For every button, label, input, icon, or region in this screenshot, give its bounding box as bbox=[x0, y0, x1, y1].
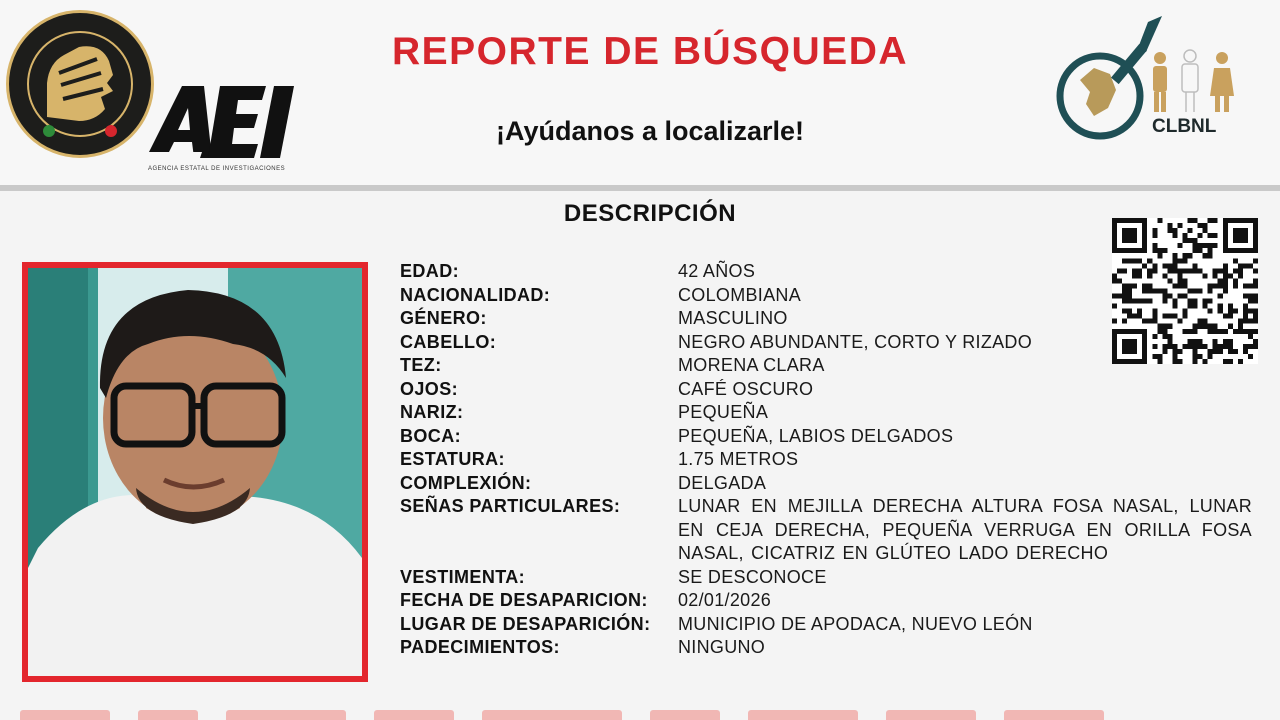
aei-subtext: AGENCIA ESTATAL DE INVESTIGACIONES bbox=[148, 166, 286, 172]
field-label: EDAD: bbox=[400, 261, 459, 281]
field-value: COLOMBIANA bbox=[678, 284, 802, 305]
bottom-partial-text bbox=[0, 708, 1280, 720]
magnifier-icon bbox=[1111, 44, 1147, 84]
field-label: COMPLEXIÓN: bbox=[400, 472, 532, 493]
field-value: DELGADA bbox=[678, 472, 767, 493]
field-value: CAFÉ OSCURO bbox=[678, 378, 814, 399]
field-value: NEGRO ABUNDANTE, CORTO Y RIZADO bbox=[678, 331, 1033, 352]
field-row bbox=[400, 425, 1260, 449]
field-row bbox=[400, 331, 1260, 355]
header-divider bbox=[0, 185, 1280, 191]
field-value: NINGUNO bbox=[678, 637, 766, 657]
field-label: TEZ: bbox=[400, 355, 442, 375]
field-label: ESTATURA: bbox=[400, 449, 505, 469]
field-label: LUGAR DE DESAPARICIÓN: bbox=[400, 613, 651, 634]
field-row bbox=[400, 566, 1260, 590]
page-subtitle: ¡Ayúdanos a localizarle! bbox=[495, 116, 805, 146]
field-row bbox=[400, 472, 1260, 496]
clbnl-logo-icon bbox=[1050, 12, 1250, 142]
field-row bbox=[400, 589, 1260, 613]
field-label: SEÑAS PARTICULARES: bbox=[400, 496, 621, 516]
field-value: LUNAR EN MEJILLA DERECHA ALTURA FOSA NASAL, LUNAR EN CEJA DERECHA, PEQUEÑA VERRUGA EN ORILLA FOSA NASAL, CICATRIZ EN GLÚTEO LADO DERECHO bbox=[678, 496, 1252, 563]
field-value: 42 AÑOS bbox=[678, 261, 756, 281]
header bbox=[0, 0, 1280, 186]
description-fields bbox=[400, 260, 1260, 660]
person-photo bbox=[22, 262, 368, 682]
field-value: MORENA CLARA bbox=[678, 355, 825, 375]
field-label: BOCA: bbox=[400, 425, 461, 446]
field-row bbox=[400, 613, 1260, 637]
aei-logo-icon bbox=[142, 78, 312, 178]
field-value: PEQUEÑA bbox=[678, 402, 769, 422]
field-label: CABELLO: bbox=[400, 331, 497, 352]
field-row bbox=[400, 284, 1260, 308]
field-row bbox=[400, 260, 1260, 284]
field-row bbox=[400, 448, 1260, 472]
field-label: GÉNERO: bbox=[400, 308, 487, 328]
field-value: MUNICIPIO DE APODACA, NUEVO LEÓN bbox=[678, 613, 1033, 634]
field-row bbox=[400, 307, 1260, 331]
field-row bbox=[400, 495, 1260, 566]
field-label: OJOS: bbox=[400, 378, 459, 399]
field-row bbox=[400, 636, 1260, 660]
field-label: VESTIMENTA: bbox=[400, 566, 526, 587]
page-title: REPORTE DE BÚSQUEDA bbox=[391, 30, 909, 73]
field-label: NARIZ: bbox=[400, 402, 464, 422]
field-value: SE DESCONOCE bbox=[678, 566, 827, 587]
field-row bbox=[400, 354, 1260, 378]
field-value: PEQUEÑA, LABIOS DELGADOS bbox=[678, 425, 954, 446]
field-label: FECHA DE DESAPARICION: bbox=[400, 590, 648, 610]
field-value: 02/01/2026 bbox=[678, 590, 772, 610]
description-title: DESCRIPCIÓN bbox=[563, 200, 737, 227]
field-row bbox=[400, 378, 1260, 402]
clbnl-logo-text: CLBNL bbox=[1152, 116, 1217, 137]
field-label: PADECIMIENTOS: bbox=[400, 637, 560, 657]
field-label: NACIONALIDAD: bbox=[400, 284, 551, 305]
field-row bbox=[400, 401, 1260, 425]
seal-logo-icon bbox=[6, 10, 154, 158]
field-value: 1.75 METROS bbox=[678, 449, 799, 469]
field-value: MASCULINO bbox=[678, 308, 788, 328]
